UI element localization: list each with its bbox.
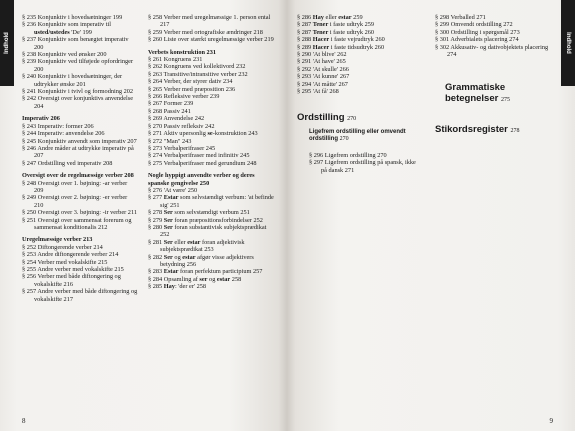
toc-heading: Nogle hyppigt anvendte verber og deres spanske gengivelse 250 — [148, 172, 255, 187]
toc-entry: § 237 Konjunktiv som benægtet imperativ 200 — [22, 36, 129, 51]
toc-entry: § 271 Aktiv upersonlig se-konstruktion 243 — [148, 130, 258, 138]
page-number-right: 9 — [549, 417, 553, 425]
right-section-tab: Indhold — [561, 0, 575, 86]
toc-entry: § 298 Verballed 271 — [435, 14, 486, 21]
toc-entry: § 281 Ser eller estar foran adjektivisk subjektsprædikat 253 — [148, 238, 245, 254]
toc-entry: § 269 Anvendelse 242 — [148, 115, 205, 123]
toc-entry: § 287 Tener i faste udtryk 260 — [297, 28, 375, 36]
toc-entry: § 292 'At skulle' 266 — [297, 65, 349, 73]
toc-entry: § 279 Ser foran præpositionsforbindelser 252 — [148, 216, 263, 224]
toc-entry: § 247 Ordstilling ved imperativ 208 — [22, 159, 113, 167]
ordstilling-list — [297, 152, 419, 174]
toc-entry: § 238 Konjunktiv ved ønsker 200 — [22, 51, 107, 59]
toc-entry: § 259 Verber med ortografiske ændringer 218 — [148, 28, 263, 36]
toc-entry: § 236 Konjunktiv som imperativ til usted/ustedes 'De' 199 — [22, 21, 112, 36]
toc-entry: § 245 Konjunktiv anvendt som imperativ 207 — [22, 137, 137, 145]
toc-entry: § 299 Omvendt ordstilling 272 — [435, 21, 513, 29]
toc-entry: § 283 Estar foran perfektum participium 257 — [148, 268, 263, 276]
toc-entry: § 301 Adverbialets placering 274 — [435, 36, 519, 44]
toc-column-3 — [297, 14, 415, 95]
toc-entry: § 285 Hay: 'der er' 258 — [148, 283, 207, 291]
toc-entry: § 263 Transitive/intransitive verber 232 — [148, 70, 248, 78]
toc-entry: § 255 Andre verber med vokalskifte 215 — [22, 266, 124, 273]
grammatiske-heading: Grammatiske betegnelser 275 — [445, 82, 510, 104]
toc-entry: § 256 Verber med både diftongering og vokalskifte 216 — [22, 273, 121, 288]
ordstilling-heading: Ordstilling 270 — [297, 112, 357, 123]
toc-entry: § 246 Andre måder at udtrykke imperativ på 207 — [22, 144, 134, 160]
toc-column-2 — [148, 14, 274, 291]
right-page — [287, 0, 575, 431]
toc-entry: § 265 Verber med præposition 236 — [148, 85, 236, 93]
toc-entry: § 266 Refleksive verber 239 — [148, 93, 220, 101]
toc-entry: § 296 Ligefrem ordstilling 270 — [309, 151, 387, 159]
toc-entry: § 289 Hacer i faste tidsudtryk 260 — [297, 43, 385, 51]
toc-entry: § 302 Akkusativ- og dativobjektets placering 274 — [435, 43, 549, 59]
left-section-tab: Indhold — [0, 0, 14, 86]
toc-entry: § 258 Verber med uregelmæssige 1. person ental 217 — [148, 14, 271, 29]
toc-entry: § 248 Oversigt over 1. bøjning: -ar verber 209 — [22, 179, 128, 194]
toc-entry: § 275 Verbalperifraser med gerundium 248 — [148, 159, 257, 167]
toc-entry: § 290 'At blive' 262 — [297, 51, 347, 59]
toc-entry: § 251 Oversigt over sammensat forerum og sammensat konditionalis 212 — [22, 216, 132, 231]
toc-entry: § 241 Konjunktiv i tvivl og formodning 202 — [22, 88, 134, 96]
toc-entry: § 252 Diftongerende verber 214 — [22, 243, 103, 251]
toc-column-4 — [435, 14, 559, 58]
toc-entry: § 280 Ser foran substantivisk subjektsprædikat 252 — [148, 223, 267, 239]
toc-entry: § 297 Ligefrem ordstilling på spansk, ikke på dansk 271 — [309, 159, 416, 174]
toc-entry: § 262 Kongruens ved kollektivord 232 — [148, 63, 246, 71]
toc-entry: § 267 Former 239 — [148, 100, 194, 108]
toc-entry: § 239 Konjunktiv ved tilføjede opfordringer 200 — [22, 58, 134, 73]
toc-column-1 — [22, 14, 138, 303]
toc-heading: Imperativ 206 — [22, 115, 60, 123]
toc-entry: § 274 Verbalperifraser med infinitiv 245 — [148, 152, 250, 160]
toc-entry: § 249 Oversigt over 2. bøjning: -er verber 210 — [22, 194, 128, 209]
toc-entry: § 250 Oversigt over 3. bøjning: -ir verber 211 — [22, 209, 138, 217]
toc-entry: § 261 Kongruens 231 — [148, 56, 203, 64]
toc-entry: § 264 Verber, der styrer dativ 234 — [148, 78, 233, 86]
toc-entry: § 244 Imperativ: anvendelse 206 — [22, 130, 105, 138]
toc-entry: § 253 Andre diftongerende verber 214 — [22, 251, 119, 259]
toc-entry: § 282 Ser og estar afgør visse adjektivers betydning 256 — [148, 253, 254, 268]
toc-entry: § 294 'At måtte' 267 — [297, 80, 348, 88]
toc-entry: § 284 Opsamling af ser og estar 258 — [148, 275, 242, 283]
toc-heading: Uregelmæssige verber 213 — [22, 236, 93, 244]
toc-entry: § 240 Konjunktiv i hovedsætninger, der udtrykker ønske 201 — [22, 73, 123, 88]
toc-entry: § 293 'At kunne' 267 — [297, 73, 350, 81]
toc-entry: § 288 Hacer i faste vejrudtryk 260 — [297, 36, 385, 44]
toc-entry: § 242 Oversigt over konjunktivs anvendelse 204 — [22, 95, 134, 110]
toc-entry: § 273 Verbalperifraser 245 — [148, 144, 216, 152]
toc-entry: § 260 Liste over stærkt uregelmæssige verber 219 — [148, 36, 274, 44]
toc-entry: § 272 "Man" 243 — [148, 137, 192, 145]
toc-entry: § 291 'At have' 265 — [297, 58, 346, 66]
toc-heading: Oversigt over de regelmæssige verber 208 — [22, 172, 134, 180]
toc-entry: § 254 Verber med vokalskifte 215 — [22, 258, 108, 266]
ordstilling-section — [297, 112, 419, 174]
left-page — [0, 0, 287, 431]
toc-heading: Verbets konstruktion 231 — [148, 48, 216, 56]
stikord-heading: Stikordsregister 278 — [435, 124, 520, 135]
toc-entry: § 270 Passiv refleksiv 242 — [148, 122, 215, 130]
toc-entry: § 300 Ordstilling i spørgsmål 273 — [435, 28, 520, 36]
ordstilling-subheading: Ligefrem ordstilling eller omvendt ordstilling 270 — [309, 129, 406, 143]
toc-entry: § 235 Konjunktiv i hovedsætninger 199 — [22, 14, 123, 21]
toc-entry: § 295 'At få' 268 — [297, 88, 339, 96]
toc-entry: § 268 Passiv 241 — [148, 107, 191, 115]
toc-entry: § 287 Tener i faste udtryk 259 — [297, 21, 375, 29]
toc-entry: § 278 Ser som selvstændigt verbum 251 — [148, 209, 250, 217]
toc-entry: § 276 'At være' 250 — [148, 186, 198, 194]
toc-entry: § 277 Estar som selvstændigt verbum: 'at befinde sig' 251 — [148, 194, 274, 209]
toc-entry: § 243 Imperativ: former 206 — [22, 122, 94, 130]
page-number-left: 8 — [22, 417, 26, 425]
toc-entry: § 286 Hay eller estar 259 — [297, 14, 363, 21]
toc-entry: § 257 Andre verber med både diftongering og vokalskifte 217 — [22, 288, 138, 303]
